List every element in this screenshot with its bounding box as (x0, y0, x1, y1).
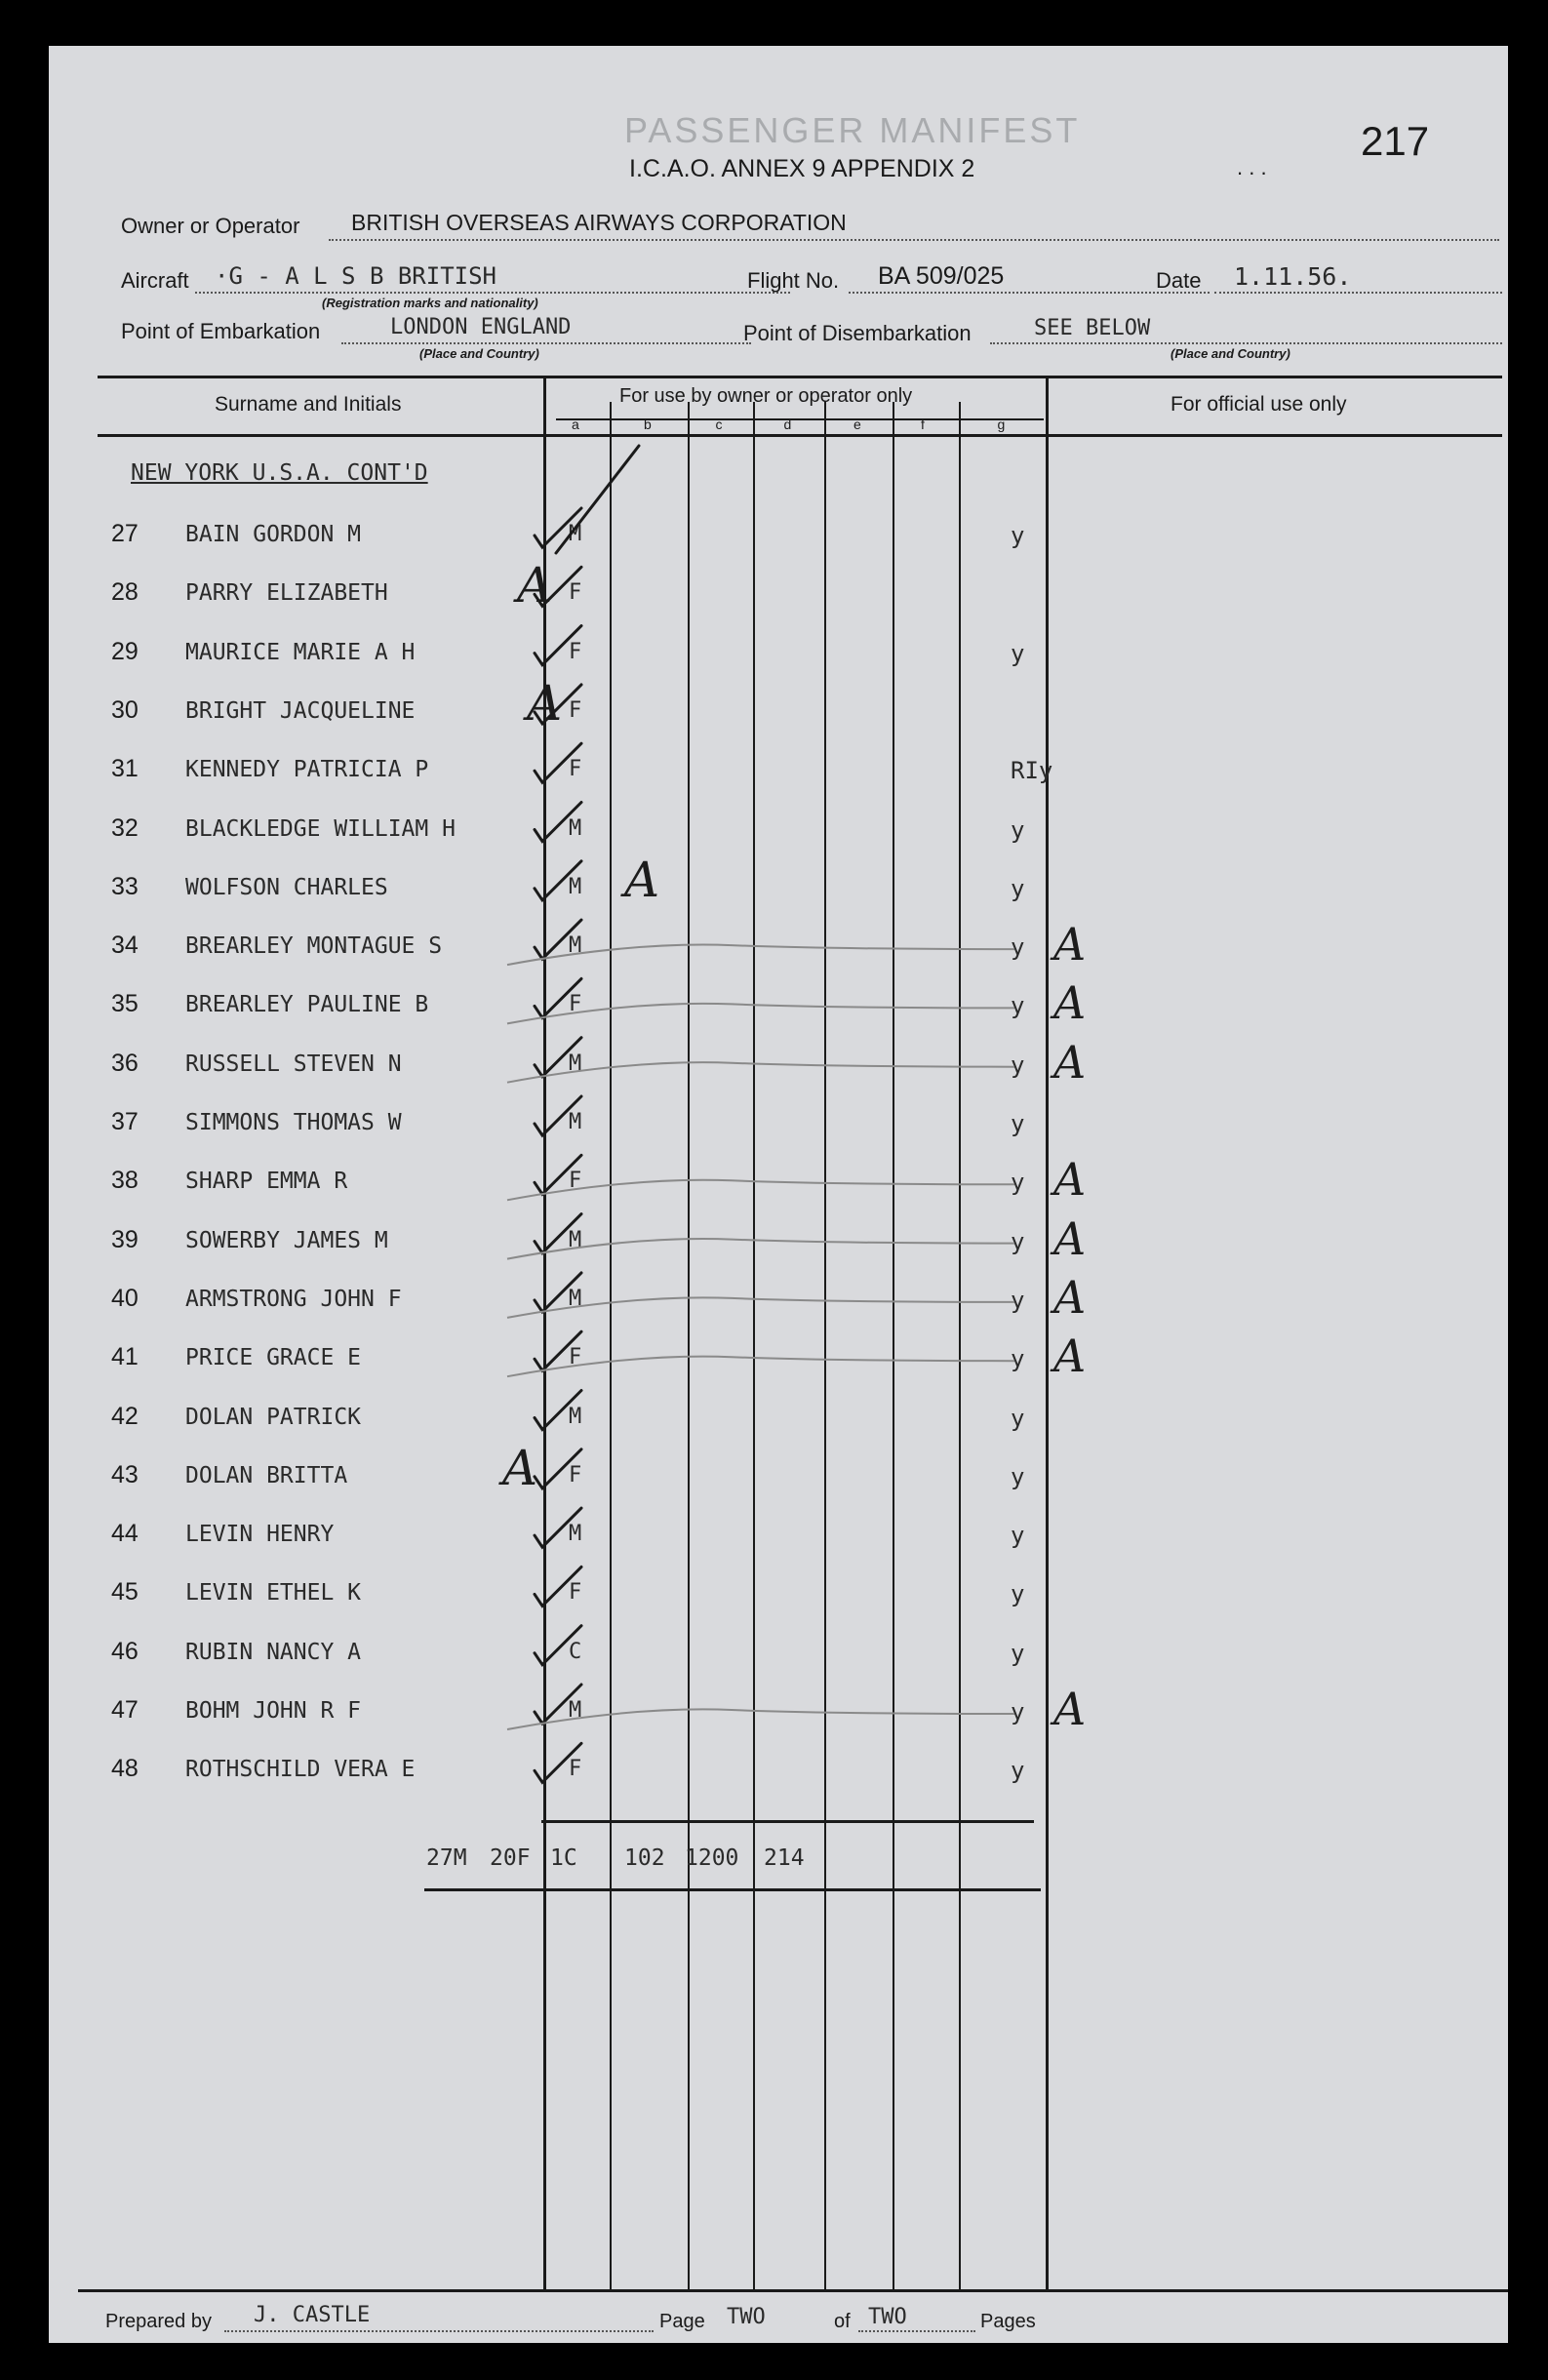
column-g-value: y (1011, 1227, 1025, 1255)
passenger-sex: M (569, 1227, 582, 1252)
row-number: 46 (111, 1637, 139, 1665)
column-g-value: y (1011, 639, 1025, 667)
row-number: 29 (111, 637, 139, 665)
total-d: 214 (764, 1845, 805, 1871)
passenger-sex: F (569, 639, 582, 664)
official-initial: A (1053, 1211, 1087, 1265)
column-g-value: y (1011, 933, 1025, 962)
row-number: 40 (111, 1284, 139, 1312)
passenger-name: SHARP EMMA R (185, 1169, 348, 1195)
column-g-value: y (1011, 1286, 1025, 1314)
tick-mark (535, 1391, 581, 1430)
sub-column-a: a (572, 416, 579, 432)
passenger-name: BAIN GORDON M (185, 522, 362, 547)
total-males: 27M (426, 1845, 467, 1871)
page-label: Page (659, 2311, 705, 2332)
sub-column-d: d (783, 416, 792, 432)
strike-line (507, 1004, 1014, 1024)
form-subtitle: I.C.A.O. ANNEX 9 APPENDIX 2 (629, 155, 975, 182)
passenger-sex: M (569, 1404, 582, 1429)
tick-mark (535, 1096, 581, 1135)
passenger-sex: M (569, 1051, 582, 1076)
column-g-value: y (1011, 1698, 1025, 1726)
column-g-value: y (1011, 815, 1025, 844)
column-g-value: RIy (1011, 757, 1053, 785)
passenger-name: LEVIN HENRY (185, 1522, 335, 1548)
official-initial: A (1053, 1035, 1087, 1089)
row-number: 33 (111, 872, 139, 900)
column-g-value: y (1011, 1522, 1025, 1550)
embarkation-label: Point of Embarkation (121, 319, 321, 343)
tick-mark (535, 1449, 581, 1488)
strike-line (507, 1357, 1014, 1377)
strike-line (507, 1180, 1014, 1201)
faded-title: PASSENGER MANIFEST (624, 110, 1081, 150)
tick-mark (535, 743, 581, 782)
disembarkation-note: (Place and Country) (1171, 346, 1290, 361)
total-females: 20F (490, 1845, 531, 1871)
section-heading: NEW YORK U.S.A. CONT'D (131, 460, 428, 486)
passenger-name: ROTHSCHILD VERA E (185, 1757, 416, 1783)
passenger-name: ARMSTRONG JOHN F (185, 1286, 402, 1312)
row-number: 42 (111, 1402, 139, 1430)
row-number: 43 (111, 1460, 139, 1488)
column-g-value: y (1011, 1639, 1025, 1667)
row-number: 44 (111, 1520, 139, 1548)
column-g-value: y (1011, 522, 1025, 549)
sub-column-b: b (644, 416, 652, 432)
col-surname-header: Surname and Initials (215, 393, 402, 416)
total-b: 102 (624, 1845, 665, 1871)
passenger-name: PRICE GRACE E (185, 1345, 362, 1371)
manifest-page (49, 46, 1508, 2343)
passenger-name: BOHM JOHN R F (185, 1698, 362, 1724)
passenger-name: RUBIN NANCY A (185, 1639, 362, 1665)
row-number: 32 (111, 813, 139, 842)
strike-line (507, 1062, 1014, 1083)
column-g-value: y (1011, 1580, 1025, 1608)
of-value: TWO (868, 2305, 907, 2329)
passenger-sex: M (569, 1698, 582, 1723)
margin-initial: A (527, 674, 563, 732)
passenger-sex: C (569, 1639, 582, 1664)
owner-value: BRITISH OVERSEAS AIRWAYS CORPORATION (351, 210, 847, 235)
passenger-name: BREARLEY MONTAGUE S (185, 933, 443, 960)
passenger-sex: M (569, 1110, 582, 1134)
passenger-sex: M (569, 874, 582, 899)
official-initial: A (1053, 1270, 1087, 1324)
strike-line (507, 945, 1014, 966)
passenger-sex: F (569, 1462, 582, 1488)
passenger-sex: F (569, 992, 582, 1017)
tick-mark (535, 626, 581, 665)
handwritten-checkmarks (49, 46, 1508, 2343)
passenger-name: SOWERBY JAMES M (185, 1227, 388, 1253)
sub-column-c: c (715, 416, 723, 432)
column-g-value: y (1011, 1404, 1025, 1432)
passenger-sex: F (569, 1757, 582, 1782)
passenger-sex: F (569, 1169, 582, 1194)
row-number: 36 (111, 1049, 139, 1077)
passenger-name: SIMMONS THOMAS W (185, 1110, 402, 1135)
tick-mark (535, 1743, 581, 1782)
passenger-sex: M (569, 522, 582, 546)
passenger-name: PARRY ELIZABETH (185, 580, 388, 607)
margin-initial: A (517, 557, 553, 615)
row-number: 30 (111, 695, 139, 724)
total-children: 1C (550, 1845, 577, 1871)
date-label: Date (1156, 268, 1202, 293)
row-number: 31 (111, 755, 139, 783)
tick-mark (535, 1508, 581, 1547)
row-number: 47 (111, 1696, 139, 1724)
passenger-name: BLACKLEDGE WILLIAM H (185, 815, 456, 842)
column-g-value: y (1011, 1110, 1025, 1137)
passenger-name: WOLFSON CHARLES (185, 874, 388, 900)
column-g-value: y (1011, 874, 1025, 902)
row-number: 38 (111, 1167, 139, 1195)
passenger-name: DOLAN PATRICK (185, 1404, 362, 1430)
passenger-sex: M (569, 933, 582, 959)
row-number: 39 (111, 1225, 139, 1253)
column-g-value: y (1011, 1757, 1025, 1785)
total-c: 1200 (685, 1845, 739, 1871)
prepared-value: J. CASTLE (254, 2303, 371, 2327)
passenger-name: KENNEDY PATRICIA P (185, 757, 429, 783)
row-number: 34 (111, 932, 139, 960)
flight-label: Flight No. (747, 268, 840, 293)
passenger-name: DOLAN BRITTA (185, 1462, 348, 1488)
pages-label: Pages (980, 2311, 1036, 2332)
passenger-name: LEVIN ETHEL K (185, 1580, 362, 1606)
row-number: 37 (111, 1108, 139, 1135)
of-label: of (834, 2311, 851, 2332)
passenger-sex: F (569, 757, 582, 782)
tick-mark (535, 803, 581, 842)
prepared-label: Prepared by (105, 2311, 212, 2332)
row-number: 45 (111, 1578, 139, 1606)
official-initial: A (1053, 1329, 1087, 1383)
passenger-sex: F (569, 580, 582, 606)
passenger-sex: F (569, 697, 582, 723)
col-official-header: For official use only (1171, 393, 1347, 416)
strike-line (507, 1709, 1014, 1729)
column-g-value: y (1011, 1462, 1025, 1490)
official-initial: A (1053, 1683, 1087, 1735)
official-initial: A (1053, 918, 1087, 972)
date-value: 1.11.56. (1234, 262, 1352, 291)
col-operator-header: For use by owner or operator only (619, 385, 913, 407)
official-initial: A (1053, 976, 1087, 1030)
tick-mark (535, 861, 581, 900)
aircraft-value: ·G - A L S B BRITISH (215, 262, 496, 290)
sub-column-g: g (997, 416, 1006, 432)
row-number: 48 (111, 1755, 139, 1783)
sub-column-e: e (853, 416, 861, 432)
embarkation-value: LONDON ENGLAND (390, 315, 572, 339)
passenger-name: MAURICE MARIE A H (185, 639, 416, 665)
aircraft-note: (Registration marks and nationality) (322, 296, 538, 310)
embarkation-note: (Place and Country) (419, 346, 539, 361)
flight-value: BA 509/025 (878, 262, 1005, 290)
row-number: 41 (111, 1343, 139, 1371)
passenger-name: BREARLEY PAULINE B (185, 992, 429, 1018)
owner-label: Owner or Operator (121, 214, 300, 238)
strike-line (507, 1297, 1014, 1318)
tick-mark (535, 1626, 581, 1665)
official-initial: A (1053, 1153, 1087, 1207)
passenger-sex: F (569, 1580, 582, 1606)
column-g-value: y (1011, 1169, 1025, 1197)
long-diagonal-mark (556, 446, 639, 553)
row-number: 35 (111, 990, 139, 1018)
strike-line (507, 1239, 1014, 1259)
column-g-value: y (1011, 1051, 1025, 1079)
aircraft-label: Aircraft (121, 268, 189, 293)
disembarkation-label: Point of Disembarkation (743, 321, 972, 345)
disembarkation-value: SEE BELOW (1034, 316, 1151, 340)
passenger-sex: M (569, 815, 582, 841)
page-number: 217 (1361, 118, 1430, 164)
passenger-sex: M (569, 1286, 582, 1311)
column-g-value: y (1011, 1345, 1025, 1373)
row-number: 28 (111, 578, 139, 607)
row-number: 27 (111, 520, 139, 547)
corner-dots: . . . (1237, 155, 1267, 179)
column-g-value: y (1011, 992, 1025, 1020)
sub-column-f: f (921, 416, 925, 432)
page-value: TWO (727, 2305, 766, 2329)
passenger-sex: M (569, 1522, 582, 1547)
passenger-name: RUSSELL STEVEN N (185, 1051, 402, 1077)
margin-initial: A (624, 851, 660, 908)
margin-initial: A (502, 1439, 538, 1496)
passenger-sex: F (569, 1345, 582, 1370)
tick-mark (535, 1567, 581, 1606)
passenger-name: BRIGHT JACQUELINE (185, 697, 416, 724)
